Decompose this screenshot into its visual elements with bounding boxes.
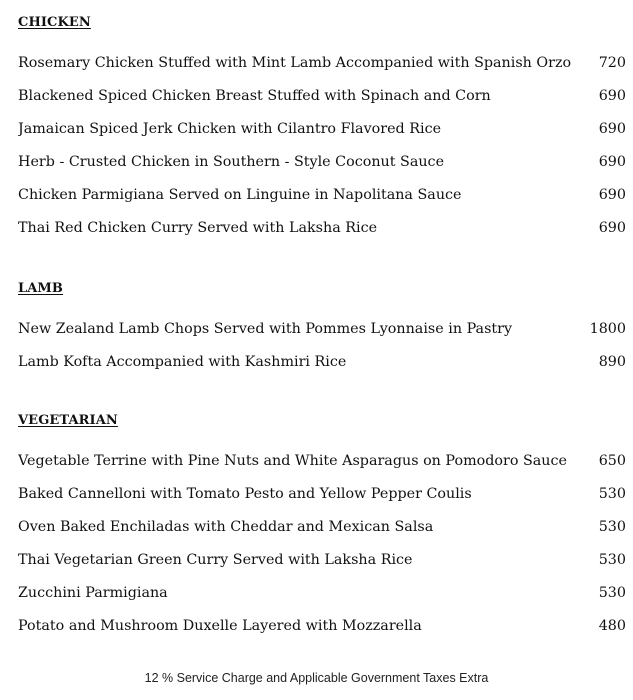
menu-item bbox=[18, 178, 626, 211]
menu-item-price: 690 bbox=[598, 186, 626, 203]
menu-item-price: 530 bbox=[598, 584, 626, 601]
menu-item-price: 720 bbox=[598, 54, 626, 71]
menu-item-name: Oven Baked Enchiladas with Cheddar and Mexican Salsa bbox=[18, 518, 434, 535]
menu-item-name: Rosemary Chicken Stuffed with Mint Lamb Accompanied with Spanish Orzo bbox=[18, 54, 572, 71]
menu-item bbox=[18, 510, 626, 543]
section-title-chicken: CHICKEN bbox=[18, 15, 91, 30]
menu-item-price: 650 bbox=[598, 452, 626, 469]
menu-item-price: 530 bbox=[598, 551, 626, 568]
menu-item bbox=[18, 543, 626, 576]
menu-item bbox=[18, 345, 626, 378]
menu-item bbox=[18, 576, 626, 609]
menu-item-name: Jamaican Spiced Jerk Chicken with Cilantro Flavored Rice bbox=[18, 120, 442, 137]
section-vegetarian bbox=[18, 412, 626, 642]
menu-item-name: Thai Red Chicken Curry Served with Laksha Rice bbox=[18, 219, 378, 236]
menu-item-name: Lamb Kofta Accompanied with Kashmiri Rice bbox=[18, 353, 347, 370]
menu-item-price: 690 bbox=[598, 153, 626, 170]
menu-item bbox=[18, 477, 626, 510]
menu-item bbox=[18, 444, 626, 477]
menu-item bbox=[18, 79, 626, 112]
footer-note: 12 % Service Charge and Applicable Government Taxes Extra bbox=[144, 671, 489, 685]
menu-item-name: New Zealand Lamb Chops Served with Pommes Lyonnaise in Pastry bbox=[18, 320, 513, 337]
menu-item-price: 480 bbox=[598, 617, 626, 634]
menu-item-price: 690 bbox=[598, 219, 626, 236]
menu-item-price: 890 bbox=[598, 353, 626, 370]
menu-item-name: Potato and Mushroom Duxelle Layered with Mozzarella bbox=[18, 617, 422, 634]
menu-item-name: Zucchini Parmigiana bbox=[18, 584, 168, 601]
menu-item bbox=[18, 609, 626, 642]
menu-item-price: 690 bbox=[598, 120, 626, 137]
menu-item-name: Thai Vegetarian Green Curry Served with Laksha Rice bbox=[18, 551, 413, 568]
menu-item-name: Chicken Parmigiana Served on Linguine in Napolitana Sauce bbox=[18, 186, 462, 203]
section-chicken bbox=[18, 14, 626, 244]
menu-item bbox=[18, 112, 626, 145]
menu-item bbox=[18, 145, 626, 178]
section-title-vegetarian: VEGETARIAN bbox=[18, 413, 118, 428]
section-lamb bbox=[18, 280, 626, 378]
menu-item-name: Herb - Crusted Chicken in Southern - Style Coconut Sauce bbox=[18, 153, 445, 170]
menu-item-name: Baked Cannelloni with Tomato Pesto and Yellow Pepper Coulis bbox=[18, 485, 472, 502]
menu-item bbox=[18, 312, 626, 345]
menu-item bbox=[18, 211, 626, 244]
menu-item bbox=[18, 46, 626, 79]
menu-item-price: 690 bbox=[598, 87, 626, 104]
menu-item-name: Blackened Spiced Chicken Breast Stuffed with Spinach and Corn bbox=[18, 87, 491, 104]
menu-item-name: Vegetable Terrine with Pine Nuts and White Asparagus on Pomodoro Sauce bbox=[18, 452, 567, 469]
menu-item-price: 1800 bbox=[589, 320, 626, 337]
section-title-lamb: LAMB bbox=[18, 281, 64, 296]
menu-item-price: 530 bbox=[598, 485, 626, 502]
menu-item-price: 530 bbox=[598, 518, 626, 535]
